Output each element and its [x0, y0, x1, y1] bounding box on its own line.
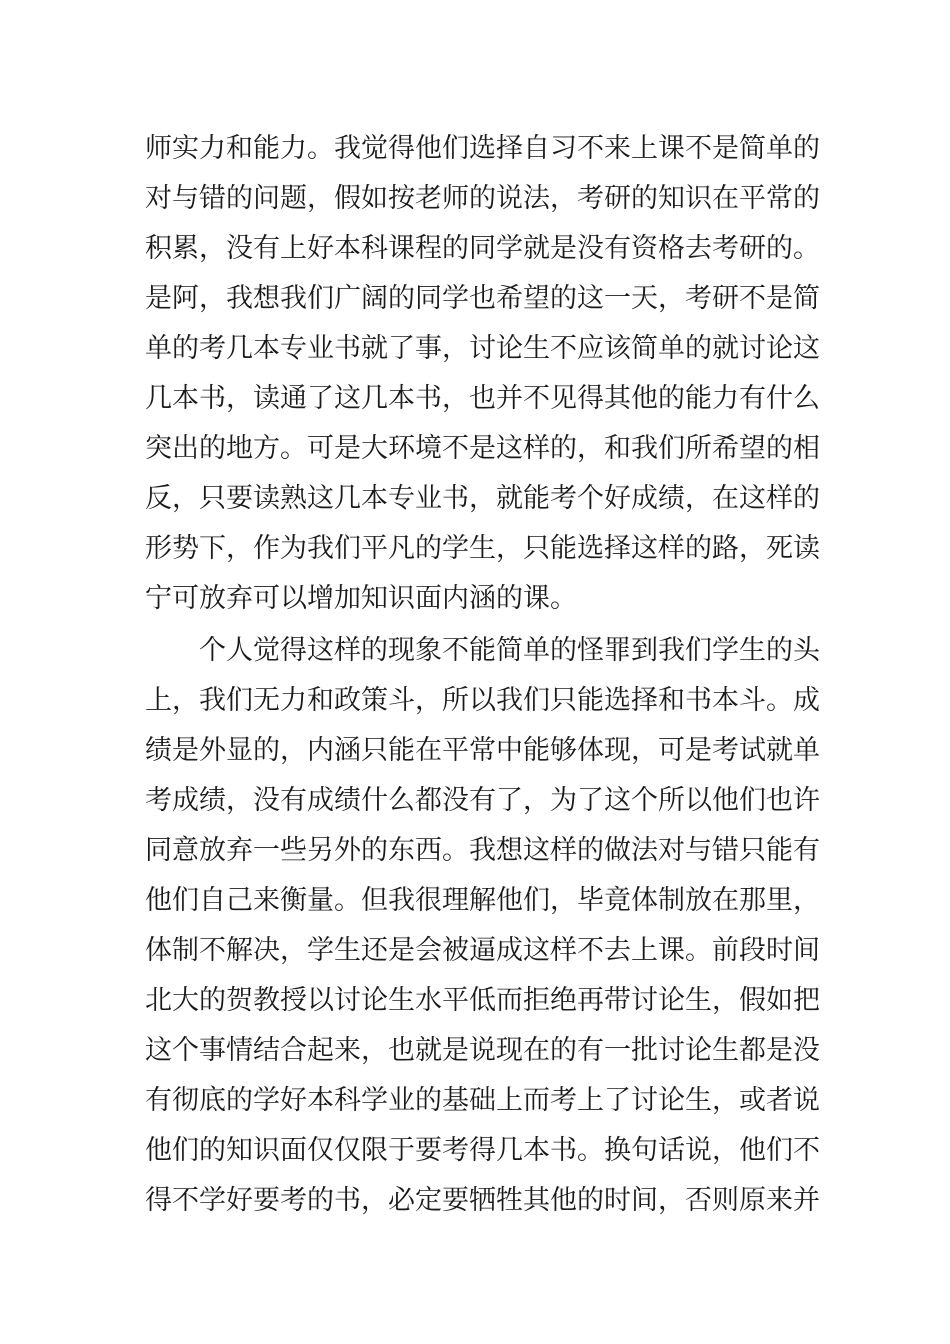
text-line: 绩是外显的，内涵只能在平常中能够体现，可是考试就单 [145, 735, 820, 766]
text-line: 对与错的问题，假如按老师的说法，考研的知识在平常的 [145, 183, 820, 214]
text-line: 形势下，作为我们平凡的学生，只能选择这样的路，死读 [145, 533, 820, 564]
text-line: 他们的知识面仅仅限于要考得几本书。换句话说，他们不 [145, 1135, 820, 1166]
text-line: 他们自己来衡量。但我很理解他们，毕竟体制放在那里， [145, 885, 820, 916]
text-line: 考成绩，没有成绩什么都没有了，为了这个所以他们也许 [145, 785, 820, 816]
text-line: 是阿，我想我们广阔的同学也希望的这一天，考研不是简 [145, 283, 820, 314]
text-line: 有彻底的学好本科学业的基础上而考上了讨论生，或者说 [145, 1085, 820, 1116]
text-line: 得不学好要考的书，必定要牺牲其他的时间，否则原来并 [145, 1185, 820, 1216]
text-line: 反，只要读熟这几本专业书，就能考个好成绩，在这样的 [145, 483, 820, 514]
text-line: 师实力和能力。我觉得他们选择自习不来上课不是简单的 [145, 133, 820, 164]
text-line: 宁可放弃可以增加知识面内涵的课。 [145, 583, 577, 614]
text-line: 积累，没有上好本科课程的同学就是没有资格去考研的。 [145, 233, 820, 264]
text-line: 同意放弃一些另外的东西。我想这样的做法对与错只能有 [145, 835, 820, 866]
paragraph-first-line: 个人觉得这样的现象不能简单的怪罪到我们学生的头 [199, 635, 820, 666]
text-line: 几本书，读通了这几本书，也并不见得其他的能力有什么 [145, 383, 820, 414]
text-line: 北大的贺教授以讨论生水平低而拒绝再带讨论生，假如把 [145, 985, 820, 1016]
text-line: 这个事情结合起来，也就是说现在的有一批讨论生都是没 [145, 1035, 820, 1066]
text-line: 体制不解决，学生还是会被逼成这样不去上课。前段时间 [145, 935, 820, 966]
text-line: 突出的地方。可是大环境不是这样的，和我们所希望的相 [145, 433, 820, 464]
text-line: 上，我们无力和政策斗，所以我们只能选择和书本斗。成 [145, 685, 820, 716]
text-line: 单的考几本专业书就了事，讨论生不应该简单的就讨论这 [145, 333, 820, 364]
